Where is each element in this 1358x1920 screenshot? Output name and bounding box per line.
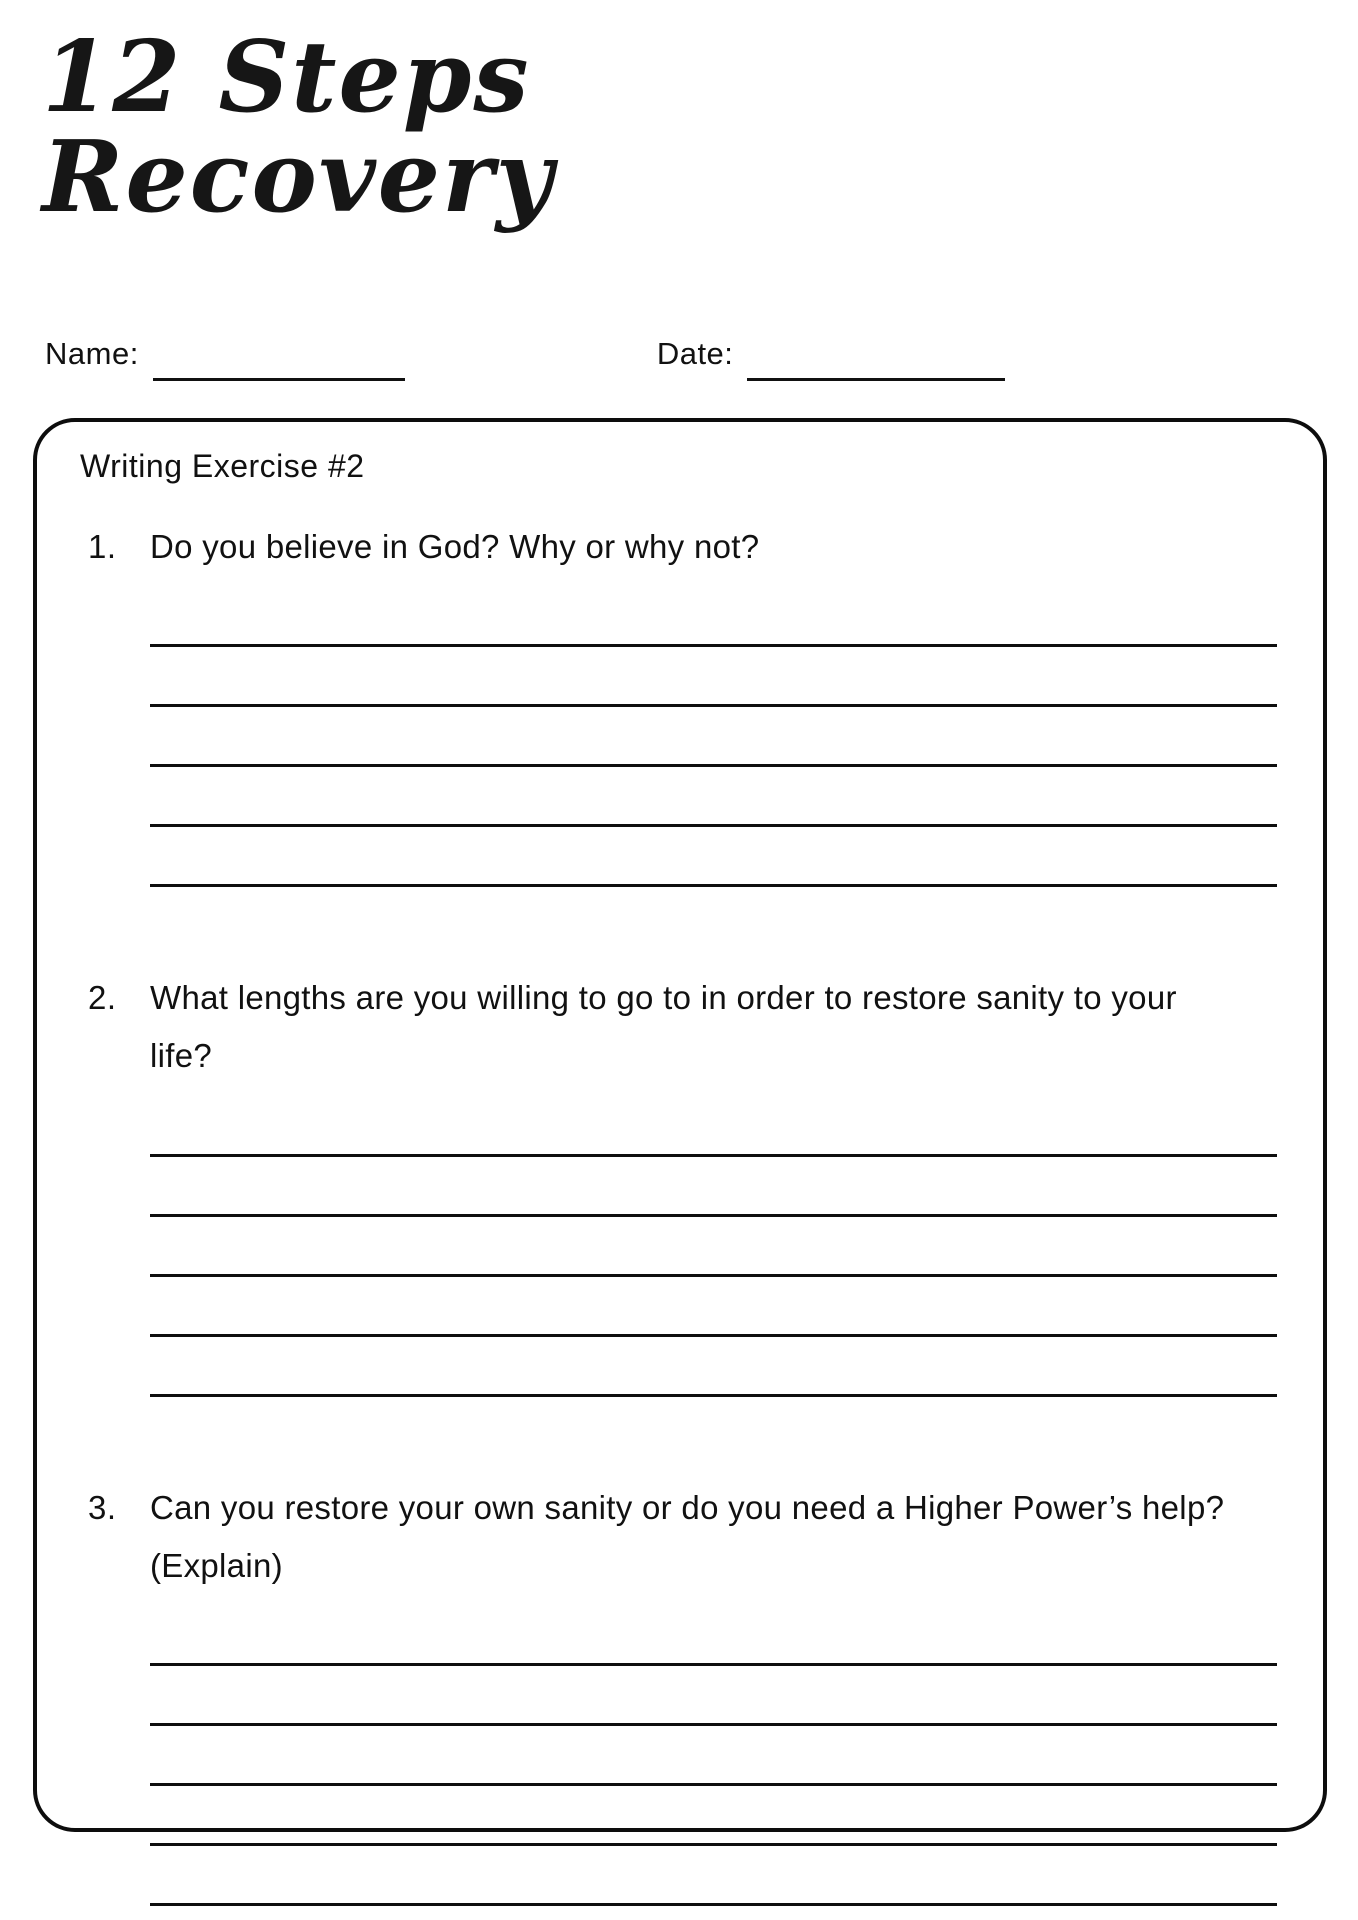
answer-line bbox=[150, 1217, 1277, 1277]
answer-line bbox=[150, 767, 1277, 827]
question-2-number: 2. bbox=[88, 979, 117, 1017]
answer-line bbox=[150, 1786, 1277, 1846]
question-1-answer-lines bbox=[150, 587, 1277, 887]
answer-line bbox=[150, 647, 1277, 707]
question-3-text: Can you restore your own sanity or do you need a Higher Power’s help? (Explain) bbox=[150, 1488, 1225, 1584]
answer-line bbox=[150, 827, 1277, 887]
page-title-line-2: Recovery bbox=[42, 119, 555, 235]
question-3-number: 3. bbox=[88, 1488, 117, 1526]
question-2-answer-lines bbox=[150, 1097, 1277, 1397]
answer-line bbox=[150, 707, 1277, 767]
answer-line bbox=[150, 1097, 1277, 1157]
question-3-body bbox=[150, 1479, 1277, 1907]
question-1-body bbox=[150, 518, 1277, 888]
question-1-number: 1. bbox=[88, 527, 117, 565]
writing-exercise-box bbox=[33, 418, 1327, 1832]
answer-line bbox=[150, 1337, 1277, 1397]
question-3 bbox=[80, 1479, 1277, 1907]
date-blank-line bbox=[747, 341, 1005, 381]
question-2-body bbox=[150, 969, 1277, 1397]
answer-line bbox=[150, 587, 1277, 647]
exercise-heading: Writing Exercise #2 bbox=[80, 448, 365, 484]
name-field-group bbox=[45, 334, 405, 374]
answer-line bbox=[150, 1846, 1277, 1906]
answer-line bbox=[150, 1277, 1277, 1337]
answer-line bbox=[150, 1606, 1277, 1666]
question-2 bbox=[80, 969, 1277, 1397]
page-title bbox=[42, 20, 555, 235]
question-2-text: What lengths are you willing to go to in order to restore sanity to your life? bbox=[150, 979, 1177, 1075]
date-label: Date: bbox=[656, 336, 734, 371]
answer-line bbox=[150, 1666, 1277, 1726]
name-date-row bbox=[45, 334, 1313, 374]
answer-line bbox=[150, 1726, 1277, 1786]
question-1-text: Do you believe in God? Why or why not? bbox=[150, 527, 760, 565]
answer-line bbox=[150, 1157, 1277, 1217]
date-field-group bbox=[657, 334, 1006, 374]
name-blank-line bbox=[153, 341, 405, 381]
question-1 bbox=[80, 518, 1277, 888]
page-title-line-1: 12 Steps bbox=[42, 20, 531, 135]
name-label: Name: bbox=[45, 336, 139, 371]
question-3-answer-lines bbox=[150, 1606, 1277, 1906]
